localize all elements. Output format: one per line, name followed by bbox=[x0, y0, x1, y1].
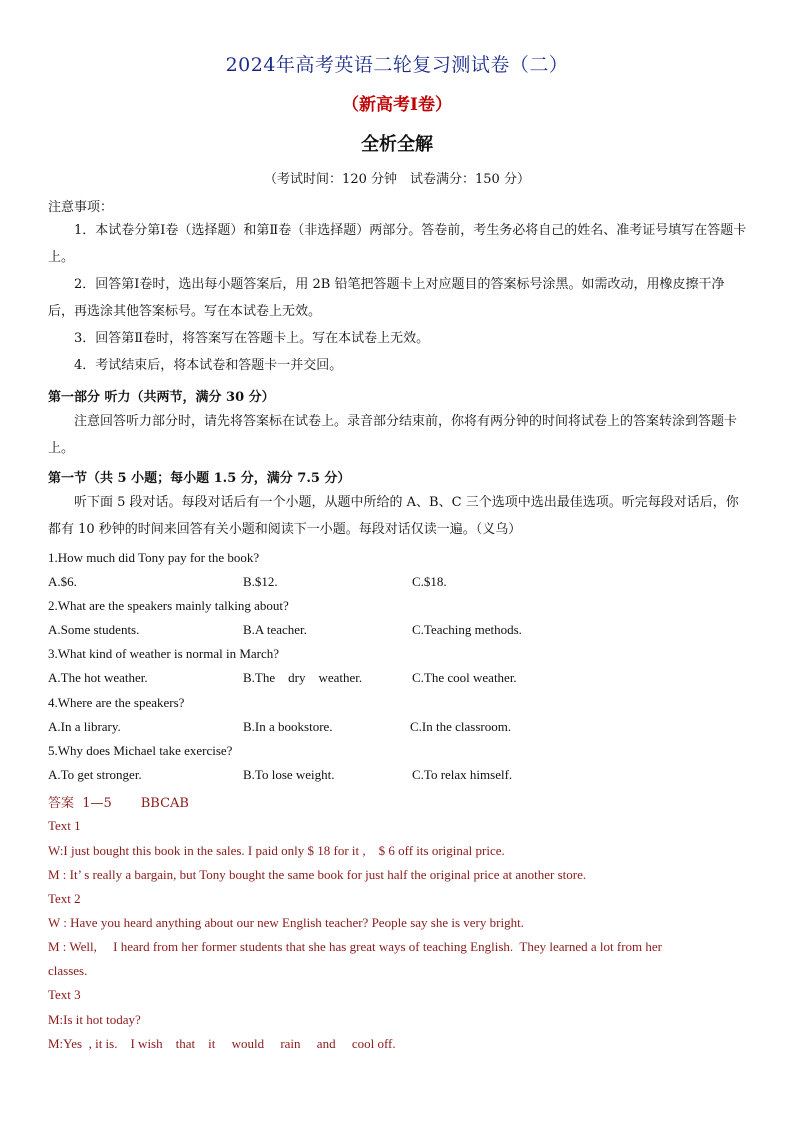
q4-option-a: A.In a library. bbox=[48, 719, 121, 734]
text2-man-line2: classes. bbox=[48, 963, 88, 978]
text2-woman: W : Have you heard anything about our new English teacher? People say she is very bright. bbox=[48, 915, 524, 930]
notes-item-1: 1．本试卷分第Ⅰ卷（选择题）和第Ⅱ卷（非选择题）两部分。答卷前，考生务必将自己的姓名、准考证号填写在答题卡上。 bbox=[48, 223, 747, 265]
q5-option-a: A.To get stronger. bbox=[48, 767, 142, 782]
q1-option-b: B.$12. bbox=[243, 574, 278, 589]
text3-label: Text 3 bbox=[48, 987, 81, 1002]
q3-option-b: B.The dry weather. bbox=[243, 670, 363, 685]
q4-option-c: C.In the classroom. bbox=[410, 719, 512, 734]
answer-key: 答案 1—5 BBCAB bbox=[48, 796, 189, 811]
notes-item-2: 2．回答第Ⅰ卷时，选出每小题答案后，用 2B 铅笔把答题卡上对应题目的答案标号涂黑。如需改动，用橡皮擦干净后，再选涂其他答案标号。写在本试卷上无效。 bbox=[48, 277, 725, 319]
q1-option-a: A.$6. bbox=[48, 574, 77, 589]
question-3: 3.What kind of weather is normal in March? bbox=[48, 646, 280, 661]
part1-instruction: 注意回答听力部分时，请先将答案标在试卷上。录音部分结束前，你将有两分钟的时间将试卷上的答案转涂到答题卡上。 bbox=[48, 414, 738, 456]
document-subtitle: （新高考Ⅰ卷） bbox=[342, 95, 452, 115]
q5-option-b: B.To lose weight. bbox=[243, 767, 335, 782]
section1-heading: 第一节（共 5 小题；每小题 1.5 分，满分 7.5 分） bbox=[48, 471, 351, 486]
part1-heading: 第一部分 听力（共两节，满分 30 分） bbox=[48, 390, 275, 405]
question-5: 5.Why does Michael take exercise? bbox=[48, 743, 233, 758]
q3-option-c: C.The cool weather. bbox=[412, 670, 517, 685]
notes-item-4: 4．考试结束后，将本试卷和答题卡一并交回。 bbox=[74, 358, 343, 373]
notes-item-3: 3．回答第Ⅱ卷时，将答案写在答题卡上。写在本试卷上无效。 bbox=[74, 331, 430, 346]
q2-option-b: B.A teacher. bbox=[243, 622, 307, 637]
text3-man-question: M:Is it hot today? bbox=[48, 1012, 141, 1027]
exam-info: （考试时间：120 分钟 试卷满分：150 分） bbox=[264, 172, 530, 187]
q5-option-c: C.To relax himself. bbox=[412, 767, 513, 782]
text2-man-line1: M : Well, I heard from her former students that she has great ways of teaching English. They learned a lot from her bbox=[48, 939, 662, 954]
text1-label: Text 1 bbox=[48, 818, 81, 833]
text3-man-reply: M:Yes , it is. I wish that it would rain and cool off. bbox=[48, 1036, 396, 1051]
analysis-title: 全析全解 bbox=[361, 134, 433, 155]
q2-option-a: A.Some students. bbox=[48, 622, 140, 637]
section1-instruction: 听下面 5 段对话。每段对话后有一个小题，从题中所给的 A、B、C 三个选项中选出最佳选项。听完每段对话后，你都有 10 秒钟的时间来回答有关小题和阅读下一小题。每段对话仅读一遍。（义乌） bbox=[48, 495, 739, 537]
q2-option-c: C.Teaching methods. bbox=[412, 622, 522, 637]
question-4: 4.Where are the speakers? bbox=[48, 695, 185, 710]
q1-option-c: C.$18. bbox=[412, 574, 447, 589]
text1-woman: W:I just bought this book in the sales. I paid only $ 18 for it , $ 6 off its original price. bbox=[48, 843, 505, 858]
question-2: 2.What are the speakers mainly talking about? bbox=[48, 598, 289, 613]
document-title: 2024年高考英语二轮复习测试卷（二） bbox=[225, 54, 569, 76]
text2-label: Text 2 bbox=[48, 891, 81, 906]
notes-heading: 注意事项： bbox=[48, 200, 114, 215]
text1-man: M : It’ s really a bargain, but Tony bought the same book for just half the original price at another store. bbox=[48, 867, 587, 882]
question-1: 1.How much did Tony pay for the book? bbox=[48, 550, 260, 565]
q3-option-a: A.The hot weather. bbox=[48, 670, 148, 685]
q4-option-b: B.In a bookstore. bbox=[243, 719, 333, 734]
